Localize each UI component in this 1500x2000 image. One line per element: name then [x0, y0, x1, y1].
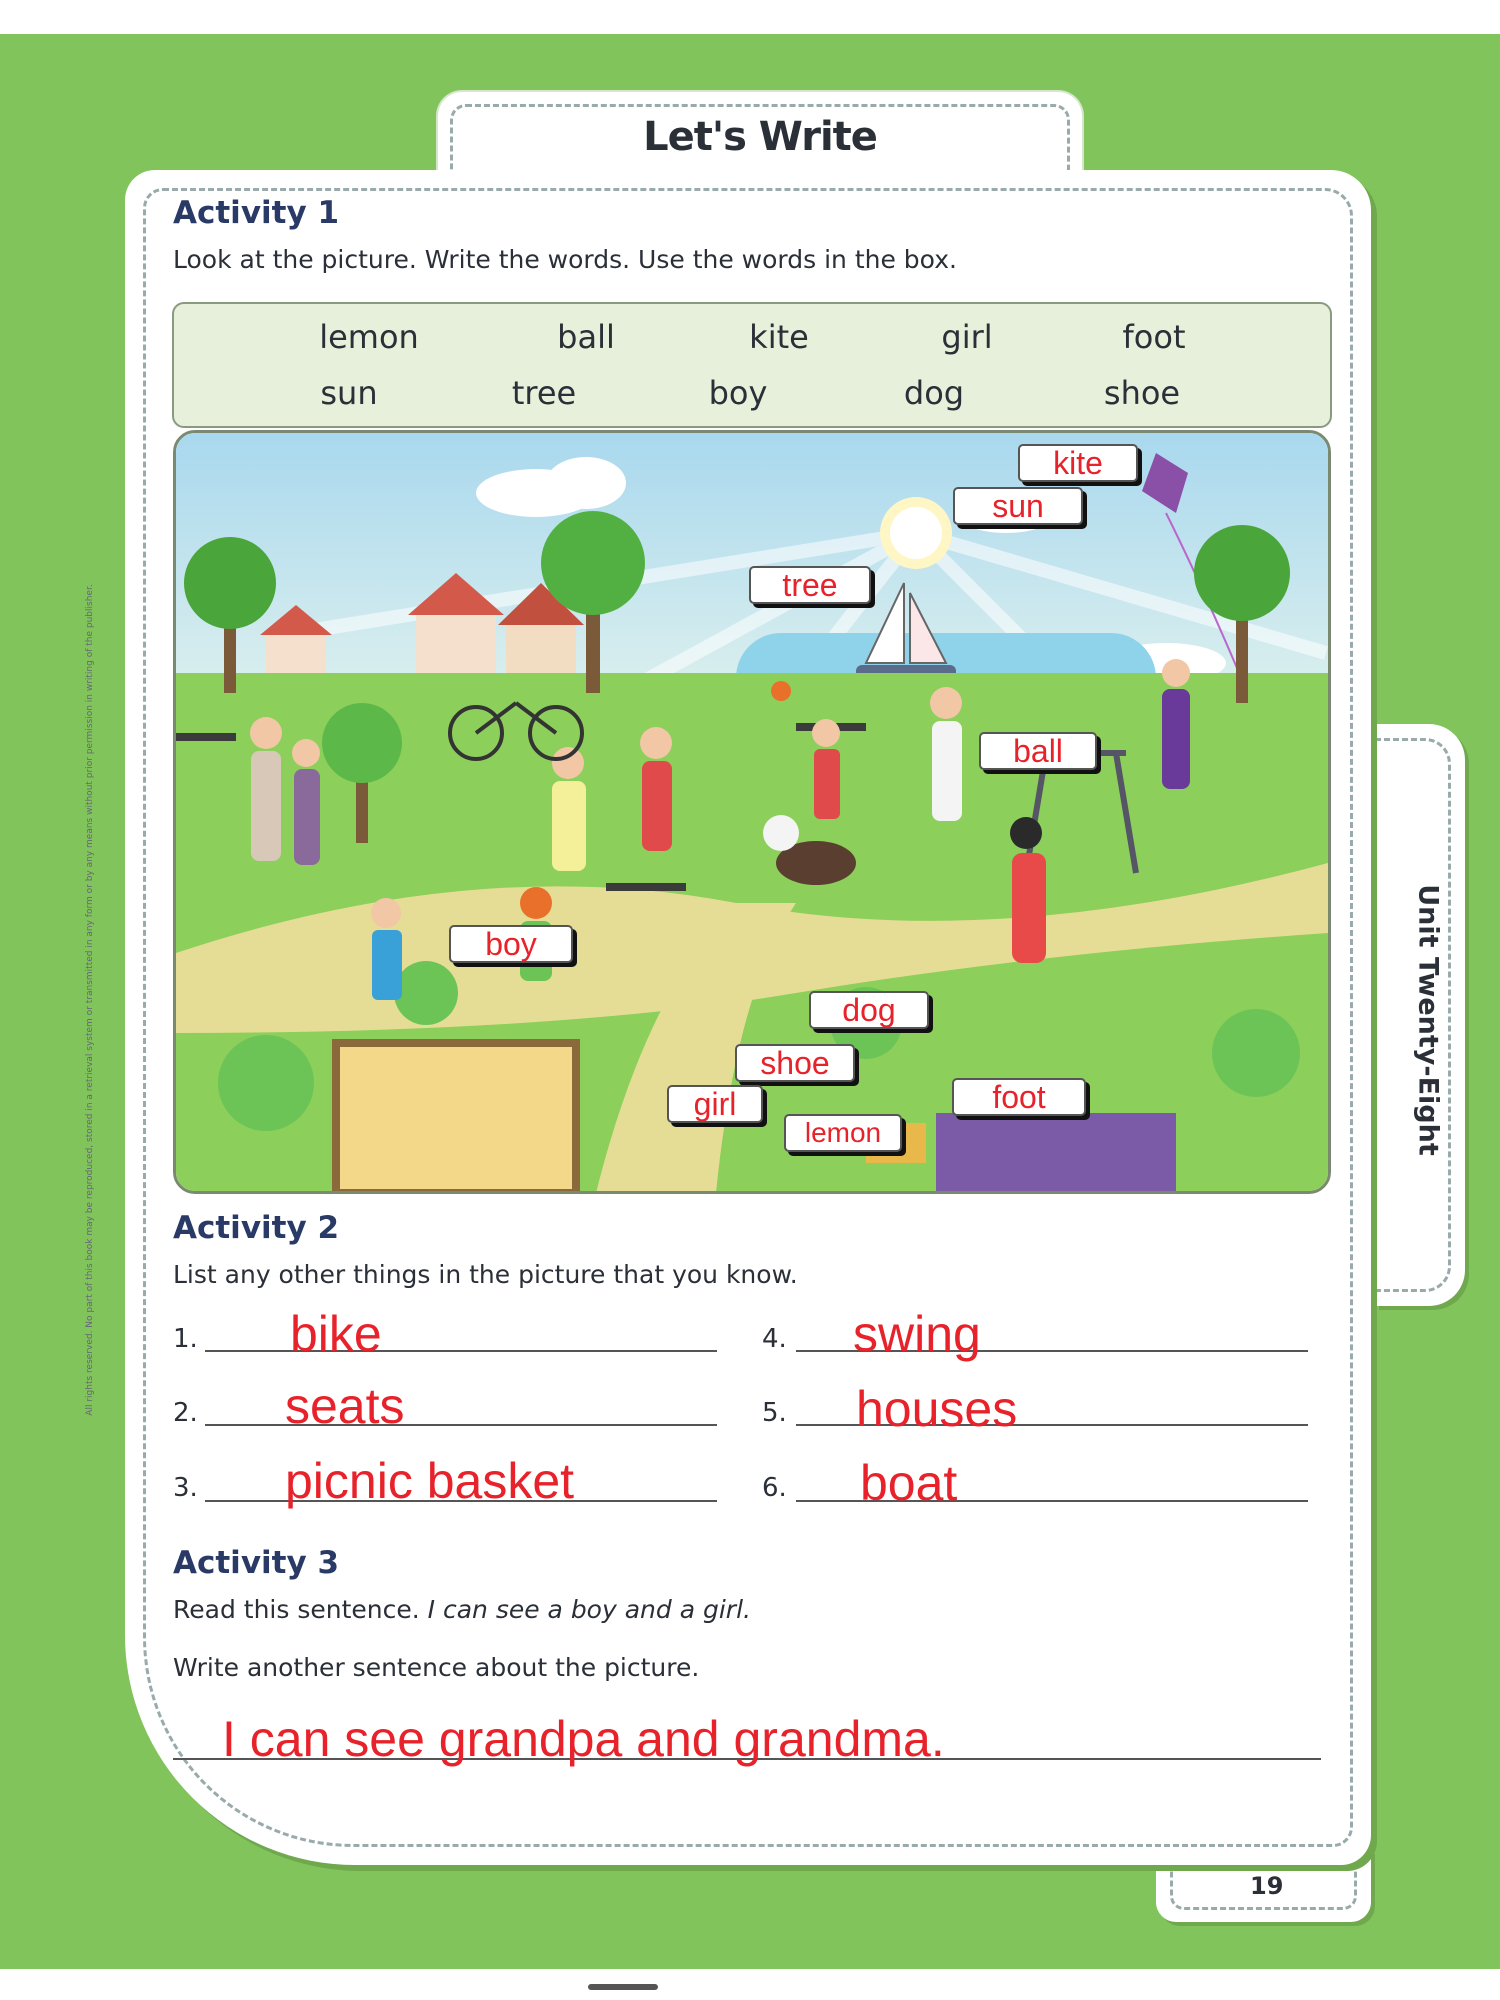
word-box-item: sun: [320, 374, 378, 412]
word-box-item: kite: [749, 318, 809, 356]
answer-4[interactable]: swing: [853, 1306, 981, 1362]
activity2-heading: Activity 2: [173, 1210, 340, 1246]
list-number: 3.: [173, 1473, 198, 1503]
label-sun: sun: [953, 487, 1083, 525]
activity1-instruction: Look at the picture. Write the words. Use the words in the box.: [173, 245, 957, 274]
activity3-answer[interactable]: I can see grandpa and grandma.: [222, 1711, 945, 1767]
label-ball: ball: [979, 732, 1097, 770]
list-number: 1.: [173, 1324, 198, 1354]
answer-line: [205, 1424, 717, 1426]
activity3-heading: Activity 3: [173, 1545, 340, 1581]
word-box-item: shoe: [1103, 374, 1181, 412]
label-tree: tree: [749, 566, 871, 604]
list-number: 4.: [762, 1324, 787, 1354]
label-kite: kite: [1018, 444, 1138, 482]
label-girl: girl: [667, 1085, 763, 1123]
word-box-item: tree: [511, 374, 577, 412]
answer-5[interactable]: houses: [856, 1381, 1018, 1437]
word-box: [172, 302, 1332, 428]
word-box-item: lemon: [319, 318, 419, 356]
picnic-blanket: [936, 1113, 1176, 1191]
activity2-instruction: List any other things in the picture that you know.: [173, 1260, 798, 1289]
answer-1[interactable]: bike: [290, 1306, 382, 1362]
word-box-item: foot: [1122, 318, 1186, 356]
list-number: 6.: [762, 1473, 787, 1503]
copyright-notice: All rights reserved. No part of this book may be reproduced, stored in a retrieval system or transmitted in any form or by any means without prior permission in writing of the publisher.: [85, 584, 95, 1416]
word-box-item: ball: [557, 318, 615, 356]
activity1-heading: Activity 1: [173, 195, 340, 231]
label-shoe: shoe: [735, 1044, 855, 1082]
label-dog: dog: [809, 991, 929, 1029]
list-number: 2.: [173, 1398, 198, 1428]
label-lemon: lemon: [784, 1114, 902, 1152]
answer-3[interactable]: picnic basket: [285, 1453, 575, 1509]
instruction-prefix: Read this sentence.: [173, 1595, 420, 1624]
unit-label: Unit Twenty-Eight: [1412, 884, 1444, 1156]
page-title: Let's Write: [643, 114, 877, 160]
page-number: 19: [1250, 1872, 1284, 1900]
example-sentence: I can see a boy and a girl.: [427, 1595, 751, 1624]
activity3-instruction: [173, 1595, 751, 1624]
home-indicator: [588, 1984, 658, 1990]
answer-6[interactable]: boat: [860, 1455, 958, 1511]
word-box-item: girl: [941, 318, 993, 356]
answer-2[interactable]: seats: [285, 1378, 405, 1434]
sandbox: [336, 1043, 576, 1191]
label-boy: boy: [449, 925, 573, 963]
activity3-instruction-2: Write another sentence about the picture.: [173, 1653, 700, 1682]
word-box-item: boy: [708, 374, 768, 412]
answer-line: [205, 1350, 717, 1352]
word-box-item: dog: [903, 374, 965, 412]
list-number: 5.: [762, 1398, 787, 1428]
ball-shape: [771, 681, 791, 701]
label-foot: foot: [952, 1078, 1086, 1116]
